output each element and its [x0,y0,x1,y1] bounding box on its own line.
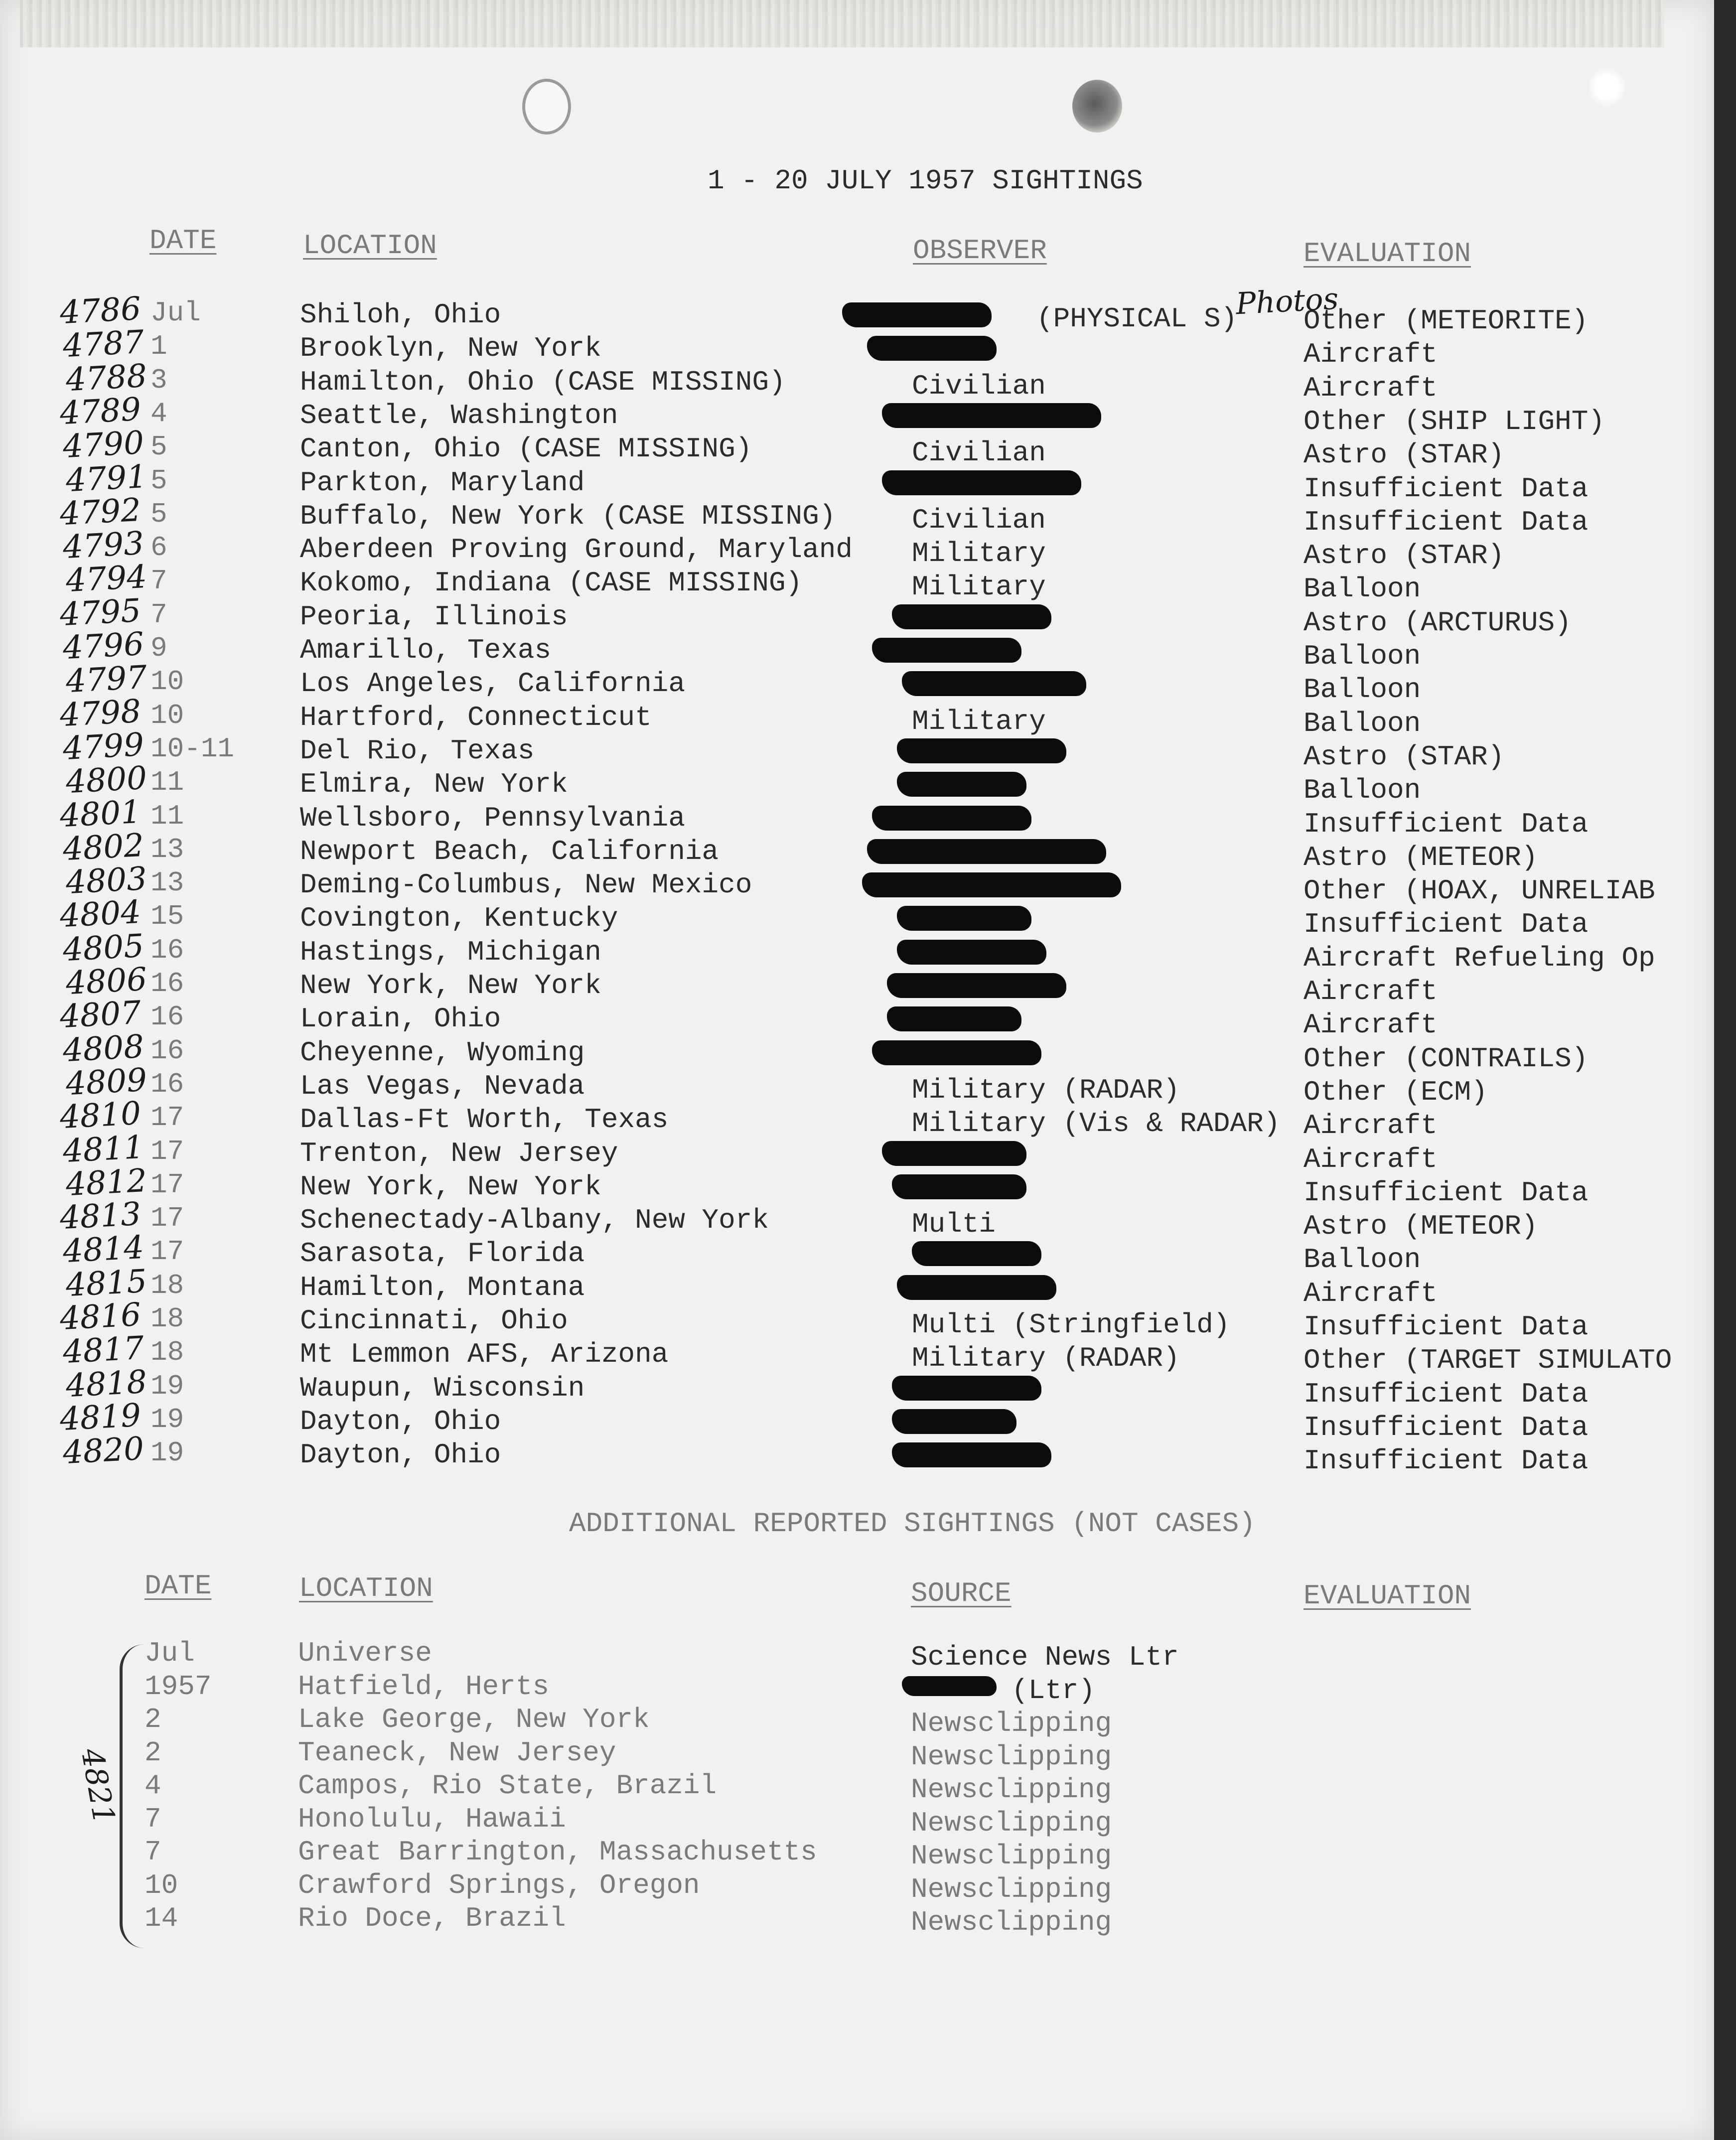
page-title: 1 - 20 JULY 1957 SIGHTINGS [708,165,1143,197]
case-number: 4810 [59,1095,142,1137]
row-location: Canton, Ohio (CASE MISSING) [300,433,752,465]
header-date: DATE [149,225,217,257]
case-number: 4791 [65,458,148,499]
row-observer: Civilian [912,370,1046,402]
case-number: 4816 [59,1296,142,1338]
case-number: 4786 [59,290,142,332]
row-location: Deming-Columbus, New Mexico [300,869,752,901]
row-evaluation: Other (HOAX, UNRELIAB [1303,875,1655,907]
row-location: Del Rio, Texas [300,734,535,767]
additional-row-source: Newsclipping [911,1873,1112,1905]
row-date: 18 [150,1269,184,1301]
row-date: 19 [150,1437,184,1469]
additional-row-location: Universe [298,1637,432,1669]
row-date: 16 [150,1034,184,1067]
additional-row-date: Jul [145,1637,195,1669]
row-evaluation: Balloon [1303,1244,1421,1276]
row-date: 17 [150,1168,184,1201]
punch-hole-left [522,79,571,135]
row-location: Brooklyn, New York [300,332,601,365]
additional-row-source: Newsclipping [911,1708,1112,1739]
row-evaluation: Aircraft [1303,1110,1438,1142]
redaction-bar [892,1442,1051,1467]
row-observer: Civilian [912,504,1046,536]
row-evaluation: Aircraft [1303,976,1438,1007]
row-date: 17 [150,1135,184,1167]
case-number: 4800 [65,759,148,801]
row-evaluation: Other (METEORITE) [1303,305,1589,337]
additional-header-date: DATE [145,1570,212,1602]
additional-row-date: 2 [145,1736,161,1769]
additional-row-location: Teaneck, New Jersey [298,1736,616,1769]
row-date: 7 [150,598,167,631]
redaction-bar [872,806,1031,831]
case-number: 4804 [59,894,142,935]
row-evaluation: Insufficient Data [1303,908,1589,941]
redaction-bar [892,1376,1041,1401]
additional-row-location: Campos, Rio State, Brazil [298,1770,717,1802]
case-number: 4796 [62,625,145,667]
row-observer: (PHYSICAL S) [1036,303,1238,335]
row-observer: Multi [912,1208,996,1241]
row-date: 18 [150,1336,184,1369]
row-evaluation: Insufficient Data [1303,808,1589,840]
row-location: Elmira, New York [300,768,568,801]
row-evaluation: Insufficient Data [1303,1445,1589,1477]
redaction-bar [867,336,997,361]
redaction-bar [897,738,1066,763]
additional-row-source: Newsclipping [911,1807,1112,1839]
additional-row-location: Hatfield, Herts [298,1670,550,1703]
additional-row-source: Science News Ltr [911,1641,1179,1673]
case-number: 4789 [59,391,142,432]
case-number: 4811 [62,1129,145,1170]
row-observer: Military (RADAR) [912,1074,1180,1106]
row-date: 18 [150,1303,184,1335]
additional-row-date: 7 [145,1836,161,1868]
row-date: 10-11 [150,732,235,765]
row-location: Trenton, New Jersey [300,1137,618,1169]
photos-annotation: Photos [1235,281,1339,322]
case-number: 4792 [59,491,142,533]
row-date: Jul [150,297,201,329]
row-location: Amarillo, Texas [300,634,552,666]
row-location: Hamilton, Ohio (CASE MISSING) [300,366,786,398]
case-number: 4801 [59,793,142,835]
row-date: 10 [150,699,184,731]
additional-row-location: Rio Doce, Brazil [298,1902,566,1934]
row-location: Hamilton, Montana [300,1271,585,1303]
row-location: Buffalo, New York (CASE MISSING) [300,500,836,532]
header-location: LOCATION [303,230,437,262]
redaction-bar [892,1409,1016,1434]
row-location: New York, New York [300,1170,601,1203]
redaction-bar [897,1275,1056,1300]
row-evaluation: Astro (ARCTURUS) [1303,606,1572,639]
row-observer: Military [912,538,1046,570]
row-date: 15 [150,900,184,933]
additional-row-date: 10 [145,1869,178,1901]
row-location: Covington, Kentucky [300,902,618,935]
row-location: Lorain, Ohio [300,1003,501,1035]
row-evaluation: Insufficient Data [1303,1311,1589,1343]
row-date: 13 [150,867,184,899]
additional-row-source: Newsclipping [911,1840,1112,1872]
row-evaluation: Other (ECM) [1303,1076,1488,1108]
header-evaluation: EVALUATION [1303,238,1471,270]
case-number: 4818 [65,1363,148,1405]
row-location: Cheyenne, Wyoming [300,1036,585,1069]
row-evaluation: Aircraft [1303,338,1438,371]
row-location: Sarasota, Florida [300,1238,585,1270]
row-evaluation: Balloon [1303,774,1421,807]
additional-title: ADDITIONAL REPORTED SIGHTINGS (NOT CASES) [569,1508,1256,1540]
row-date: 6 [150,532,167,564]
additional-header-location: LOCATION [299,1572,433,1604]
punch-hole-right [1072,80,1122,133]
case-number: 4817 [62,1330,145,1371]
row-date: 17 [150,1202,184,1235]
case-number: 4814 [62,1229,145,1271]
row-location: Parkton, Maryland [300,466,585,499]
row-date: 16 [150,968,184,999]
row-evaluation: Balloon [1303,707,1421,739]
bracket-number: 4821 [74,1745,122,1827]
additional-header-source: SOURCE [911,1577,1012,1609]
row-observer: Military [912,705,1046,737]
row-date: 11 [150,800,184,832]
case-number: 4819 [59,1397,142,1438]
row-location: Shiloh, Ohio [300,299,501,331]
additional-header-evaluation: EVALUATION [1303,1580,1471,1612]
row-location: Las Vegas, Nevada [300,1070,585,1102]
case-number: 4809 [65,1061,148,1103]
case-number: 4803 [65,860,148,902]
redaction-bar [892,1174,1026,1199]
row-evaluation: Aircraft [1303,1009,1438,1041]
row-date: 10 [150,666,184,698]
row-location: Schenectady-Albany, New York [300,1204,769,1237]
additional-row-location: Lake George, New York [298,1704,650,1735]
row-observer: Military (RADAR) [912,1342,1180,1375]
row-location: Dallas-Ft Worth, Texas [300,1104,669,1136]
page-top-edge [20,0,1664,47]
additional-row-source: Newsclipping [911,1740,1112,1773]
row-evaluation: Insufficient Data [1303,1411,1589,1443]
case-number: 4805 [62,927,145,969]
row-evaluation: Astro (METEOR) [1303,841,1538,873]
redaction-bar [912,1241,1041,1266]
redaction-bar [897,940,1046,965]
row-evaluation: Insufficient Data [1303,472,1589,505]
redaction-bar [872,1040,1041,1065]
row-location: Newport Beach, California [300,835,719,867]
row-evaluation: Aircraft [1303,372,1438,404]
row-date: 19 [150,1403,184,1435]
redaction-bar [902,671,1086,696]
case-number: 4820 [62,1430,145,1472]
redaction-bar [862,872,1121,897]
row-location: New York, New York [300,970,601,1001]
row-observer: Military (Vis & RADAR) [912,1108,1281,1140]
case-number: 4798 [59,693,142,734]
row-evaluation: Astro (METEOR) [1303,1210,1538,1243]
row-date: 13 [150,833,184,865]
redaction-bar [882,1141,1026,1166]
row-date: 1 [150,330,167,363]
redaction-bar [842,302,992,327]
page-blemish [1590,65,1624,110]
row-location: Dayton, Ohio [300,1405,501,1437]
row-observer: Military [912,571,1046,603]
row-date: 11 [150,766,184,799]
row-date: 16 [150,934,184,966]
row-evaluation: Balloon [1303,573,1421,605]
case-number: 4812 [65,1162,148,1204]
row-evaluation: Other (CONTRAILS) [1303,1042,1589,1075]
additional-row-source: Newsclipping [911,1774,1112,1806]
row-evaluation: Astro (STAR) [1303,540,1505,572]
row-date: 7 [150,565,167,597]
row-evaluation: Aircraft Refueling Op [1303,942,1655,974]
row-evaluation: Astro (STAR) [1303,439,1505,471]
redaction-bar [867,839,1106,864]
row-location: Hastings, Michigan [300,936,601,968]
row-date: 17 [150,1236,184,1268]
redaction-bar [882,403,1101,428]
row-date: 16 [150,1001,184,1033]
case-number: 4799 [62,726,145,768]
row-evaluation: Other (TARGET SIMULATO [1303,1344,1672,1377]
row-date: 17 [150,1102,184,1134]
case-number: 4808 [62,1028,145,1069]
row-location: Los Angeles, California [300,668,685,700]
case-number: 4795 [59,592,142,633]
row-evaluation: Insufficient Data [1303,1176,1589,1209]
additional-row-location: Honolulu, Hawaii [298,1803,566,1835]
row-date: 3 [150,364,167,396]
case-number: 4788 [65,357,148,399]
row-location: Seattle, Washington [300,399,618,431]
additional-row-location: Great Barrington, Massachusetts [298,1836,817,1868]
row-evaluation: Balloon [1303,674,1421,706]
row-date: 16 [150,1068,184,1100]
row-date: 9 [150,632,167,664]
redaction-bar [887,1006,1021,1031]
case-number: 4813 [59,1195,142,1237]
row-location: Waupun, Wisconsin [300,1372,585,1404]
row-evaluation: Balloon [1303,640,1421,672]
row-location: Peoria, Illinois [300,600,568,633]
row-location: Cincinnati, Ohio [300,1305,568,1337]
row-date: 4 [150,397,167,429]
case-number: 4806 [65,961,148,1002]
case-number: 4807 [59,995,142,1036]
row-date: 19 [150,1370,184,1402]
row-date: 5 [150,498,167,530]
case-number: 4787 [62,324,145,365]
row-location: Aberdeen Proving Ground, Maryland [300,534,853,566]
row-location: Kokomo, Indiana (CASE MISSING) [300,567,803,599]
header-observer: OBSERVER [913,235,1047,267]
redaction-bar [897,772,1026,797]
redaction-bar [872,638,1021,663]
row-evaluation: Other (SHIP LIGHT) [1303,405,1605,437]
row-location: Dayton, Ohio [300,1439,501,1471]
additional-row-date: 1957 [145,1670,212,1703]
row-date: 5 [150,431,167,463]
case-number: 4793 [62,525,145,567]
additional-row-source: (Ltr) [1012,1674,1096,1707]
additional-row-source: Newsclipping [911,1906,1112,1938]
row-observer: Multi (Stringfield) [912,1309,1230,1341]
redaction-bar [897,906,1031,931]
row-location: Hartford, Connecticut [300,701,652,733]
redaction-bar [902,1676,997,1696]
row-evaluation: Insufficient Data [1303,1378,1589,1410]
case-number: 4794 [65,559,148,600]
case-number: 4797 [65,659,148,701]
case-number: 4802 [62,827,145,868]
row-evaluation: Aircraft [1303,1143,1438,1175]
additional-row-date: 14 [145,1902,178,1934]
row-evaluation: Aircraft [1303,1277,1438,1309]
additional-row-date: 2 [145,1704,161,1735]
row-observer: Civilian [912,437,1046,469]
redaction-bar [887,973,1066,998]
row-evaluation: Astro (STAR) [1303,740,1505,773]
redaction-bar [882,470,1081,495]
case-number: 4815 [65,1263,148,1304]
row-evaluation: Insufficient Data [1303,506,1589,538]
case-number: 4790 [62,424,145,466]
row-location: Wellsboro, Pennsylvania [300,802,685,834]
additional-row-date: 4 [145,1770,161,1802]
row-date: 5 [150,464,167,497]
additional-row-location: Crawford Springs, Oregon [298,1869,700,1901]
row-location: Mt Lemmon AFS, Arizona [300,1338,669,1371]
redaction-bar [892,604,1051,629]
additional-row-date: 7 [145,1803,161,1835]
